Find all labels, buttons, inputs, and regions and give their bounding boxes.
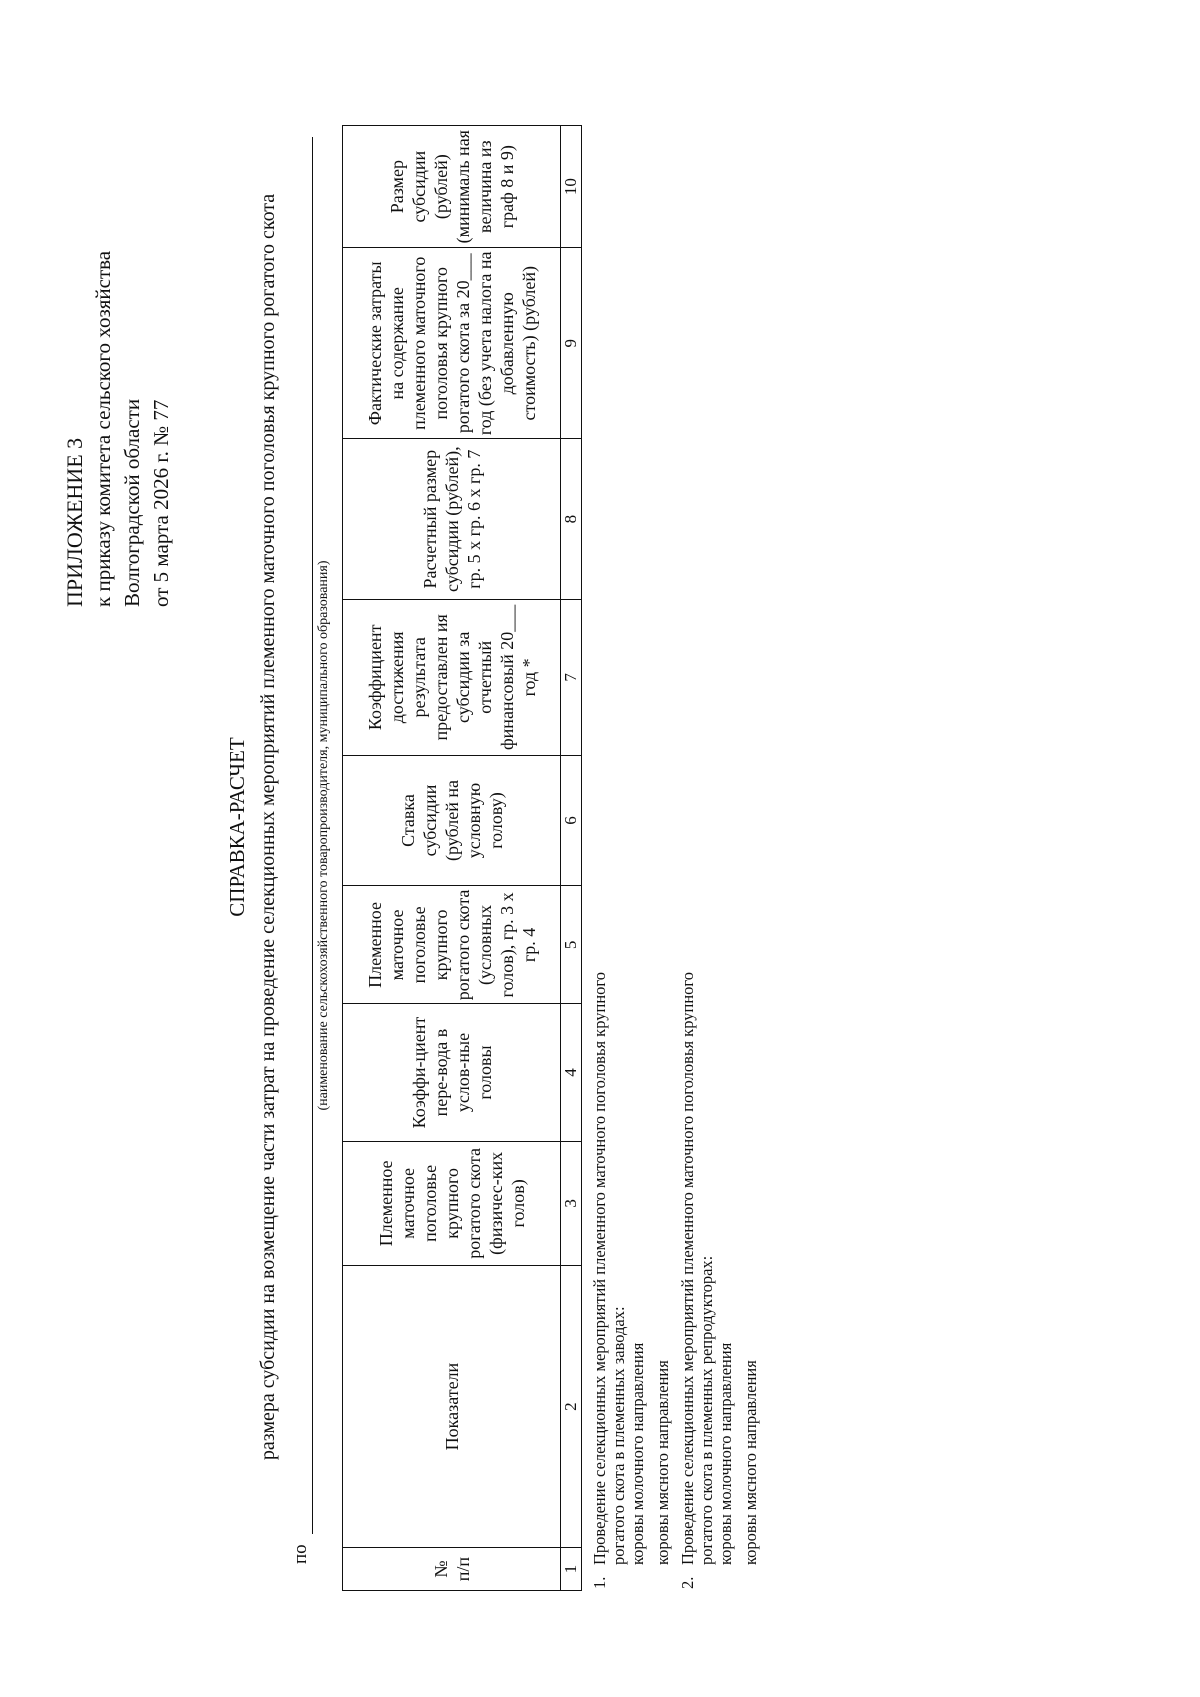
document-title: СПРАВКА-РАСЧЕТ (225, 737, 249, 917)
row-dairy: коровы молочного направления (716, 1342, 735, 1565)
row-number: 1. (590, 1576, 609, 1589)
header-col-6: Ставка субсидии (рублей на условную голову) (343, 755, 561, 886)
column-number-row (561, 126, 582, 1591)
header-col-4: Коэффи-циент пере-вода в услов-ные головы (343, 1004, 561, 1141)
document-subtitle: размера субсидии на возмещение части затрат на проведение селекционных мероприятий племенного маточного поголовья крупного рогатого скота (257, 193, 279, 1461)
header-col-7: Коэффициент достижения результата предоставлен ия субсидии за отчетный финансовый 20___ год * (343, 600, 561, 756)
header-col-2: Показатели (343, 1266, 561, 1548)
indicator-rows (590, 951, 760, 1591)
row-dairy: коровы молочного направления (628, 1342, 647, 1565)
table-header-row (343, 126, 561, 1591)
column-number: 3 (561, 1141, 582, 1265)
appendix-block (60, 27, 176, 607)
column-number: 7 (561, 600, 582, 756)
appendix-line-1: к приказу комитета сельского хозяйства (91, 250, 115, 607)
column-number: 6 (561, 755, 582, 886)
column-number: 5 (561, 886, 582, 1004)
row-number: 2. (678, 1576, 697, 1589)
appendix-line-2: Волгоградской области (120, 398, 144, 607)
appendix-title: ПРИЛОЖЕНИЕ 3 (62, 437, 87, 607)
header-col-1: № п/п (343, 1548, 561, 1591)
row-text: Проведение селекционных мероприятий племенного маточного поголовья крупного рогатого скота в племенных репродукторах: (678, 971, 716, 1565)
column-number: 2 (561, 1266, 582, 1548)
header-col-5: Племенное маточное поголовье крупного рогатого скота (условных голов), гр. 3 х гр. 4 (343, 886, 561, 1004)
column-number: 4 (561, 1004, 582, 1141)
row-meat: коровы мясного направления (653, 1360, 672, 1565)
calculation-table (342, 125, 582, 1591)
column-number: 1 (561, 1548, 582, 1591)
po-fill-line (312, 137, 313, 1534)
column-number: 10 (561, 126, 582, 248)
column-number: 8 (561, 439, 582, 600)
indicator-row-2 (678, 951, 716, 1591)
column-number: 9 (561, 248, 582, 439)
header-col-3: Племенное маточное поголовье крупного рогатого скота (физичес-ких голов) (343, 1141, 561, 1265)
indicator-row-1 (590, 951, 628, 1591)
po-label: по (290, 1544, 311, 1564)
appendix-line-3: от 5 марта 2026 г. № 77 (149, 399, 173, 607)
header-col-9: Фактические затраты на содержание племенного маточного поголовья крупного рогатого скота за 20___ год (без учета налога на добавленную стоимость) (рублей) (343, 248, 561, 439)
row-text: Проведение селекционных мероприятий племенного маточного поголовья крупного рогатого скота в племенных заводах: (590, 971, 628, 1565)
header-col-10: Размер субсидии (рублей) (минималь ная величина из граф 8 и 9) (343, 126, 561, 248)
header-col-8: Расчетный размер субсидии (рублей), гр. 5 х гр. 6 х гр. 7 (343, 439, 561, 600)
po-caption: (наименование сельскохозяйственного товаропроизводителя, муниципального образования) (316, 560, 331, 1111)
row-meat: коровы мясного направления (741, 1360, 760, 1565)
